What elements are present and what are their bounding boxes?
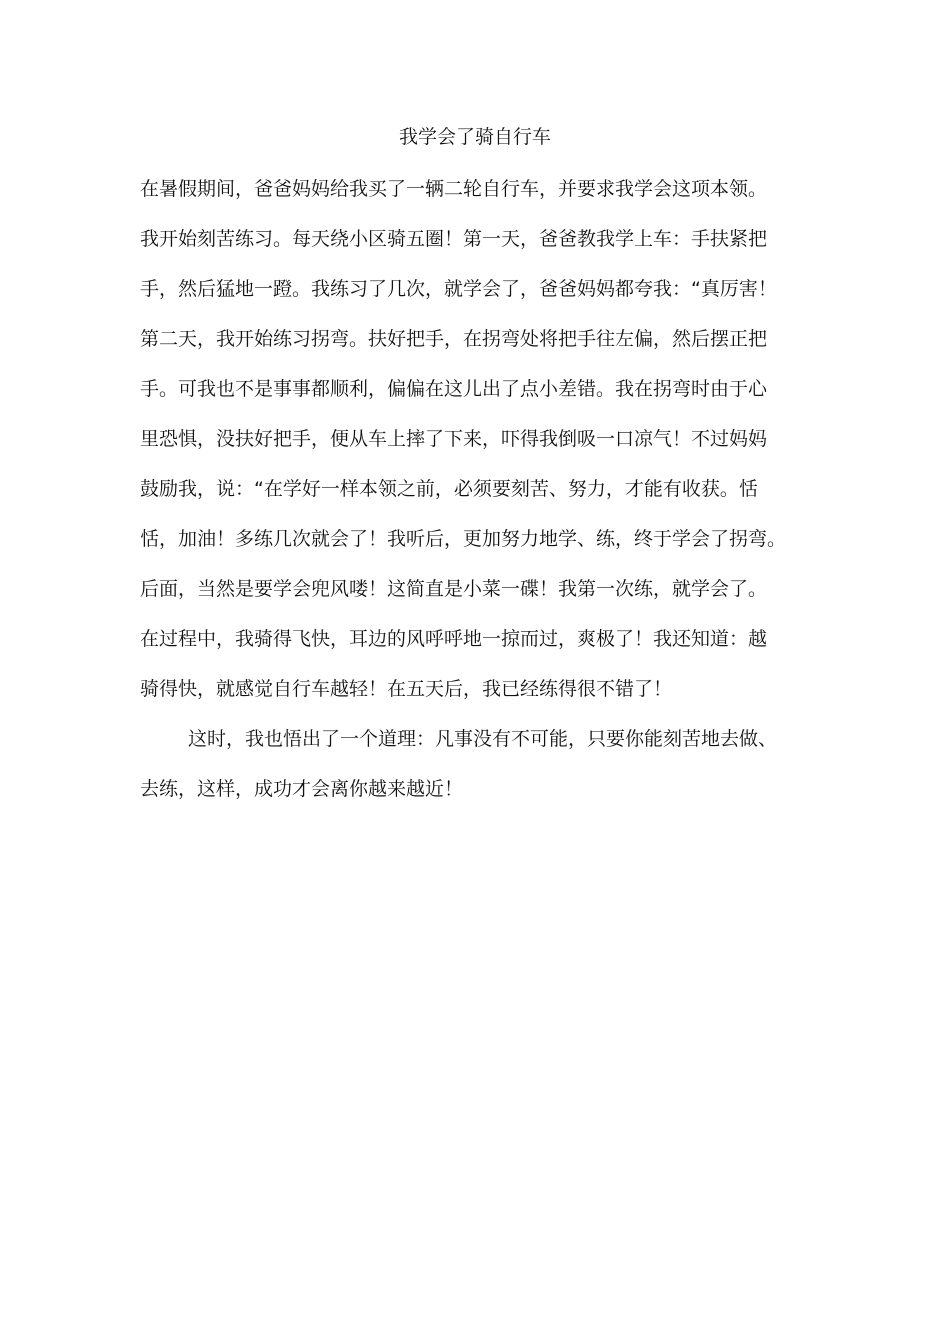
document-body [140, 176, 860, 826]
text-line: 我开始刻苦练习。每天绕小区骑五圈！第一天，爸爸教我学上车：手扶紧把 [140, 228, 768, 250]
text-line: 里恐惧，没扶好把手，便从车上摔了下来，吓得我倒吸一口凉气！不过妈妈 [140, 428, 768, 450]
text-line: 恬，加油！多练几次就会了！我听后，更加努力地学、练，终于学会了拐弯。 [140, 528, 787, 550]
text-line: 鼓励我，说：“在学好一样本领之前，必须要刻苦、努力，才能有收获。恬 [140, 478, 758, 500]
paragraph-first-line: 这时，我也悟出了一个道理：凡事没有不可能，只要你能刻苦地去做、 [188, 728, 778, 750]
text-line: 去练，这样，成功才会离你越来越近！ [140, 778, 464, 800]
text-line: 手。可我也不是事事都顺利，偏偏在这儿出了点小差错。我在拐弯时由于心 [140, 378, 768, 400]
text-line: 在暑假期间，爸爸妈妈给我买了一辆二轮自行车，并要求我学会这项本领。 [140, 178, 768, 200]
text-line: 在过程中，我骑得飞快，耳边的风呼呼地一掠而过，爽极了！我还知道：越 [140, 628, 768, 650]
text-line: 后面，当然是要学会兜风喽！这简直是小菜一碟！我第一次练，就学会了。 [140, 578, 768, 600]
document-title: 我学会了骑自行车 [398, 126, 551, 148]
text-line: 手，然后猛地一蹬。我练习了几次，就学会了，爸爸妈妈都夸我：“真厉害！ [140, 278, 777, 300]
text-line: 第二天，我开始练习拐弯。扶好把手，在拐弯处将把手往左偏，然后摆正把 [140, 328, 768, 350]
text-line: 骑得快，就感觉自行车越轻！在五天后，我已经练得很不错了！ [140, 678, 673, 700]
